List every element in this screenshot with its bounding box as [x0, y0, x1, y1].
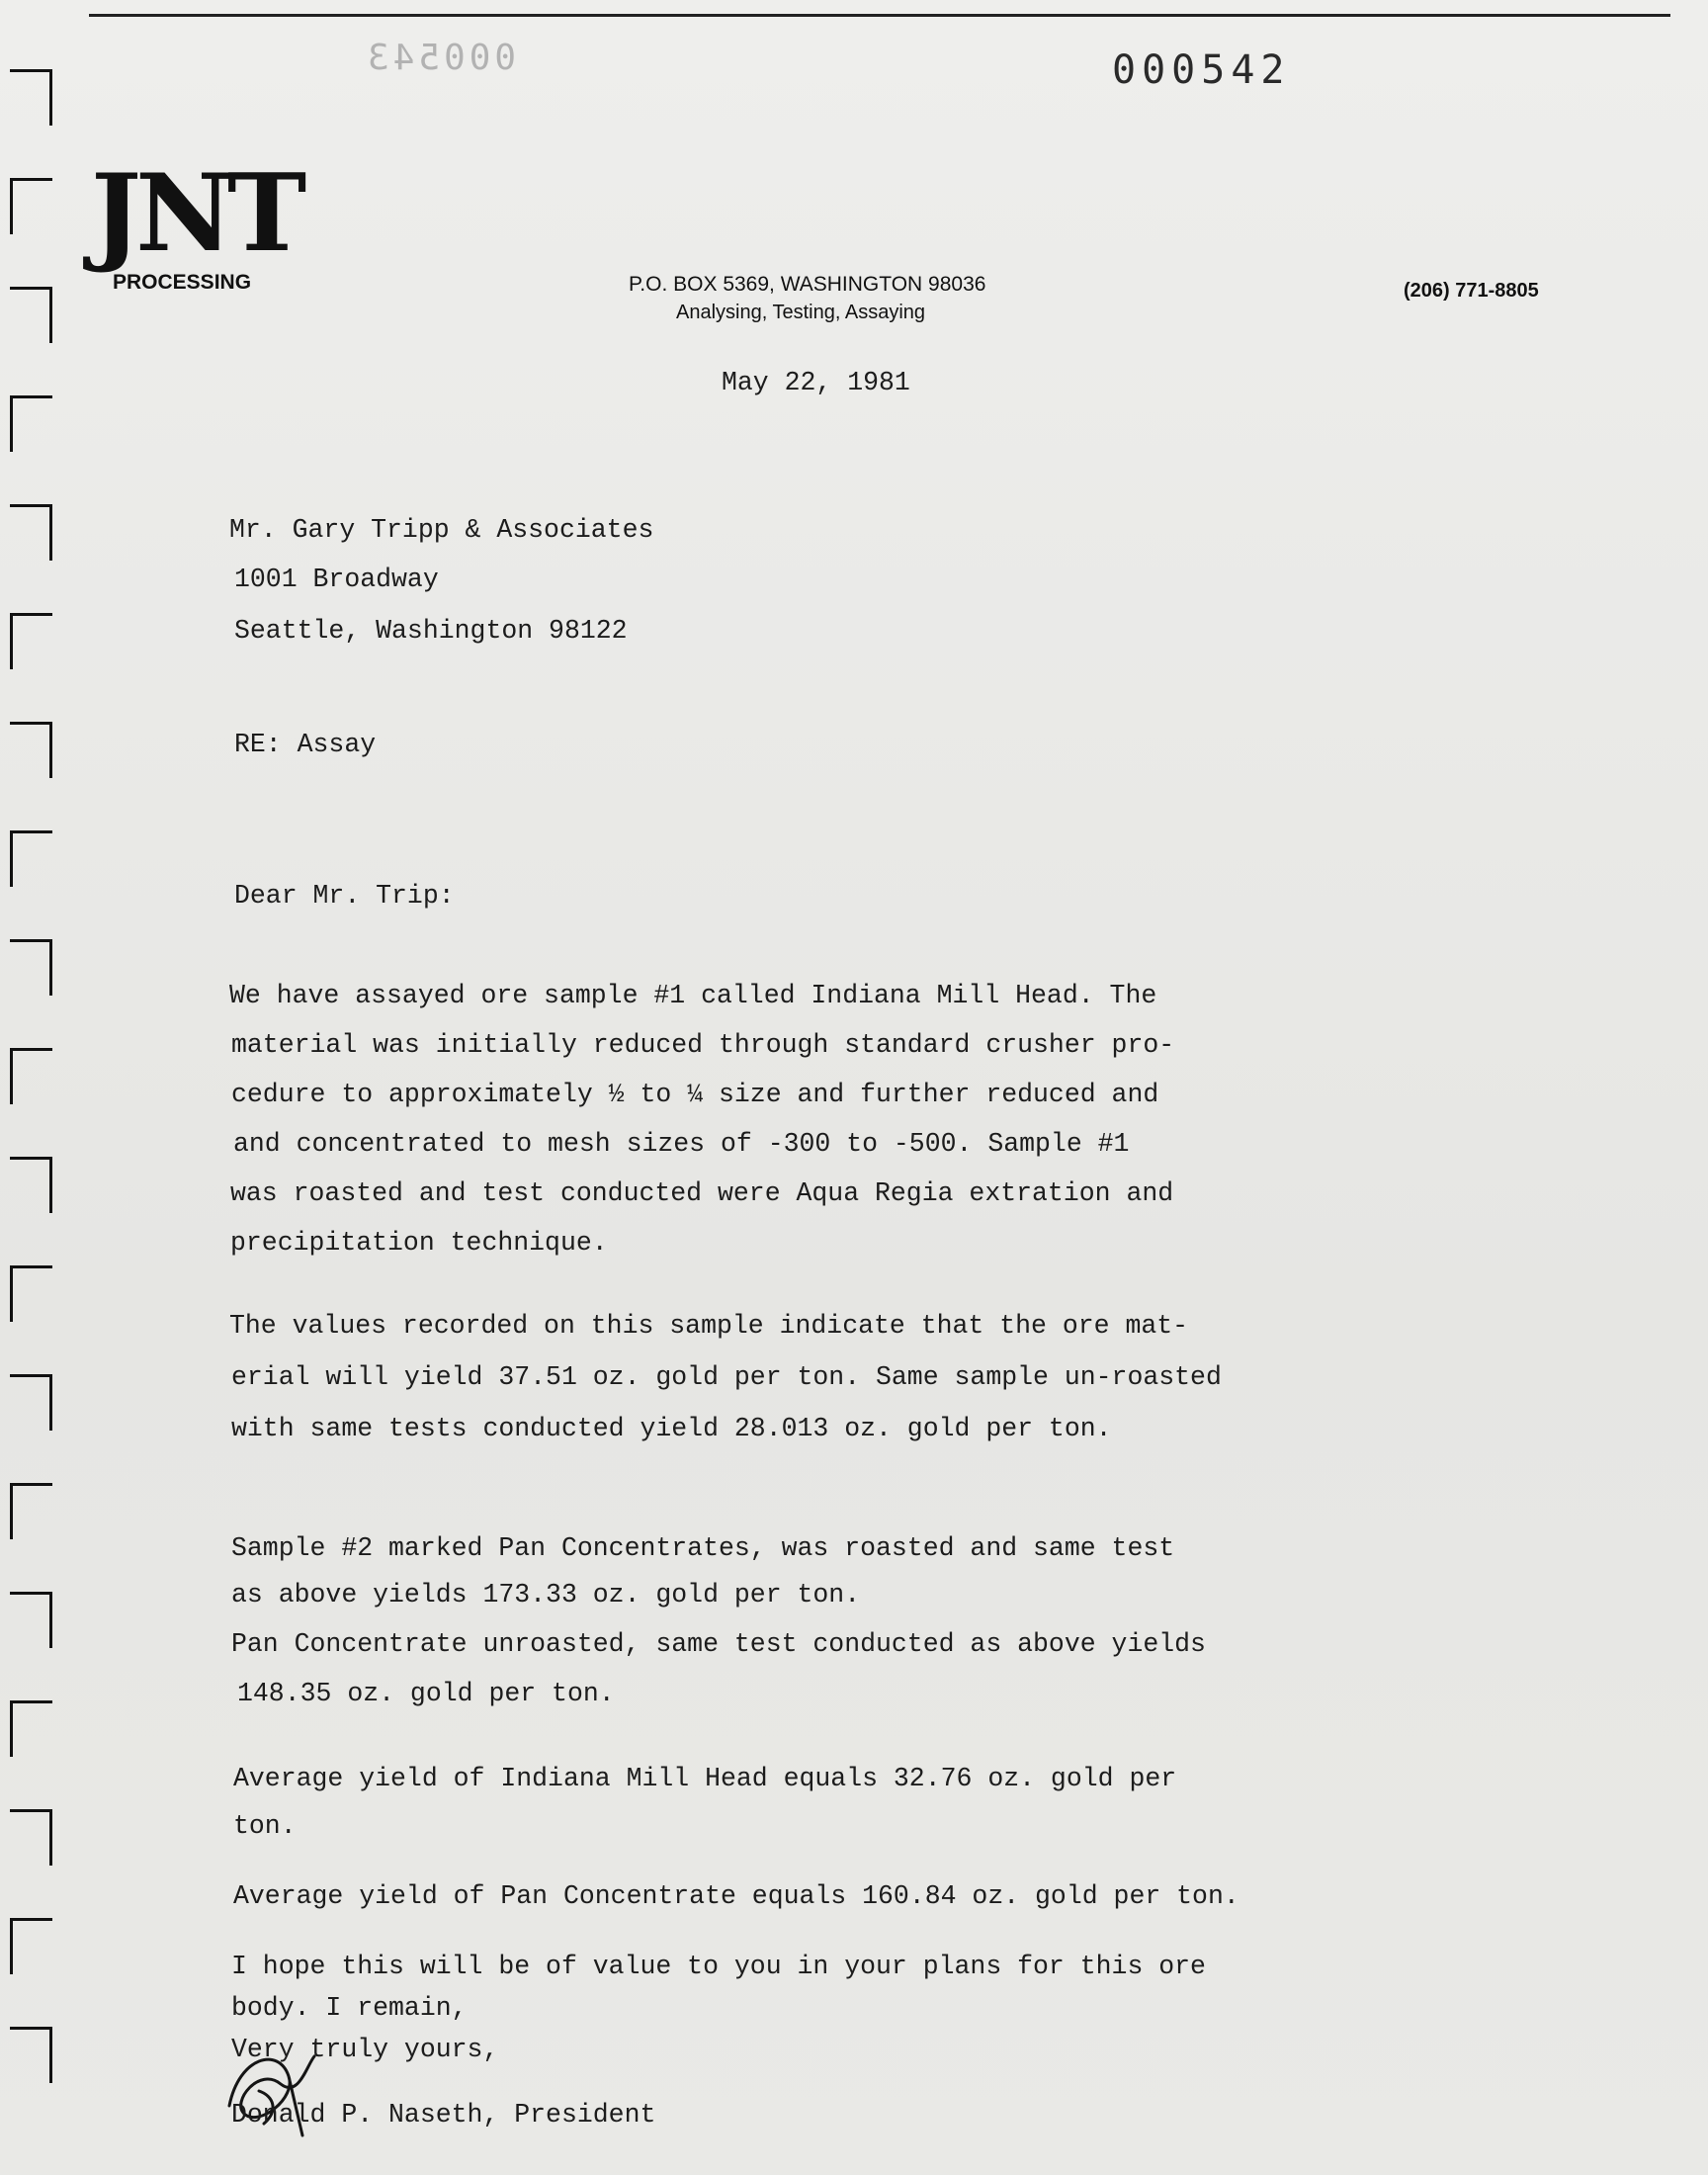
spine-tab	[10, 1265, 52, 1322]
letterhead-phone: (206) 771-8805	[1404, 280, 1539, 302]
handwritten-signature	[219, 2037, 338, 2155]
paragraph-line: Average yield of Pan Concentrate equals 160.84 oz. gold per ton.	[233, 1881, 1239, 1911]
spine-tab	[10, 69, 52, 126]
paragraph-line: precipitation technique.	[230, 1228, 608, 1258]
spine-tab	[10, 2027, 52, 2083]
paragraph-line: and concentrated to mesh sizes of -300 to -500. Sample #1	[233, 1129, 1130, 1159]
recipient-city: Seattle, Washington 98122	[234, 616, 628, 646]
recipient-name: Mr. Gary Tripp & Associates	[229, 515, 654, 545]
letterhead-tagline: Analysing, Testing, Assaying	[676, 302, 926, 323]
spine-tab	[10, 1374, 52, 1431]
paragraph-line: Pan Concentrate unroasted, same test conducted as above yields	[231, 1629, 1206, 1659]
subject-line: RE: Assay	[234, 730, 377, 759]
spine-tab	[10, 1592, 52, 1648]
paragraph-line: with same tests conducted yield 28.013 oz. gold per ton.	[231, 1414, 1112, 1443]
letterhead-address: P.O. BOX 5369, WASHINGTON 98036	[629, 273, 986, 296]
document-stamp-number: 000542	[1112, 47, 1291, 93]
letter-date: May 22, 1981	[722, 368, 910, 397]
paragraph-line: was roasted and test conducted were Aqua Regia extration and	[230, 1178, 1174, 1208]
paragraph-line: cedure to approximately ½ to ¼ size and further reduced and	[231, 1080, 1159, 1109]
paragraph-line: erial will yield 37.51 oz. gold per ton. Same sample un-roasted	[231, 1362, 1222, 1392]
signer-name: Donald P. Naseth, President	[231, 2100, 656, 2130]
spine-tab	[10, 1157, 52, 1213]
spine-tab	[10, 830, 52, 887]
company-logo: JNT	[91, 151, 301, 276]
closing-line: body. I remain,	[231, 1993, 468, 2023]
paragraph-line: Average yield of Indiana Mill Head equals 32.76 oz. gold per	[233, 1764, 1177, 1793]
salutation: Dear Mr. Trip:	[234, 881, 455, 911]
spine-tab	[10, 1483, 52, 1539]
spine-tab	[10, 1809, 52, 1866]
spine-tab	[10, 1700, 52, 1757]
paragraph-line: We have assayed ore sample #1 called Indiana Mill Head. The	[229, 981, 1157, 1010]
spine-tab	[10, 1048, 52, 1104]
complimentary-close: Very truly yours,	[231, 2035, 499, 2064]
paragraph-line: as above yields 173.33 oz. gold per ton.	[231, 1580, 861, 1610]
top-rule	[89, 14, 1670, 17]
spine-tab	[10, 504, 52, 561]
spine-tab	[10, 1918, 52, 1974]
spine-tab	[10, 613, 52, 669]
binder-spine	[0, 40, 59, 2175]
paragraph-line: Sample #2 marked Pan Concentrates, was roasted and same test	[231, 1533, 1175, 1563]
spine-tab	[10, 939, 52, 996]
company-division: PROCESSING	[113, 271, 252, 294]
paragraph-line: material was initially reduced through standard crusher pro-	[231, 1030, 1175, 1060]
paragraph-line: ton.	[233, 1811, 297, 1841]
spine-tab	[10, 178, 52, 234]
recipient-street: 1001 Broadway	[234, 565, 439, 594]
paragraph-line: 148.35 oz. gold per ton.	[237, 1679, 615, 1708]
spine-tab	[10, 395, 52, 452]
spine-tab	[10, 722, 52, 778]
spine-tab	[10, 287, 52, 343]
closing-line: I hope this will be of value to you in your plans for this ore	[231, 1952, 1206, 1981]
paragraph-line: The values recorded on this sample indicate that the ore mat-	[229, 1311, 1189, 1341]
bleed-through-number: 000543	[364, 38, 517, 78]
